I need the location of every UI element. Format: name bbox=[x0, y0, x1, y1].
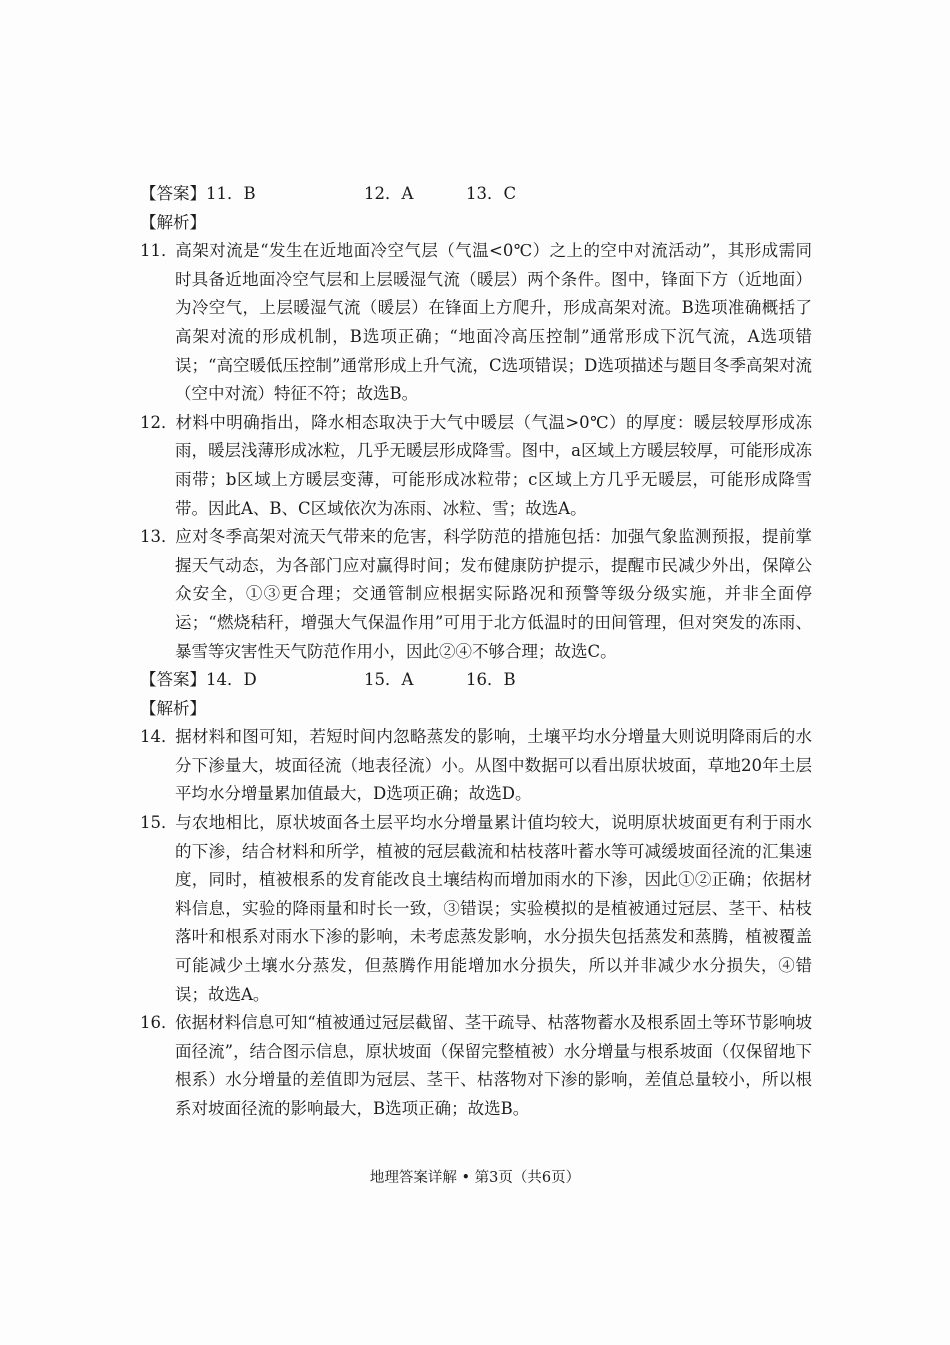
explanation-text: 应对冬季高架对流天气带来的危害，科学防范的措施包括：加强气象监测预报，提前掌握天气动态，为各部门应对赢得时间；发布健康防护提示，提醒市民减少外出，保障公众安全，①③更合理；交通管制应根据实际路况和预警等级分级实施，并非全面停运；“燃烧秸秆，增强大气保温作用”可用于北方低温时的田间管理，但对突发的冻雨、暴雪等灾害性天气防范作用小，因此②④不够合理；故选C。 bbox=[175, 527, 812, 661]
answer-item-16: 16．B bbox=[466, 670, 516, 690]
question-number: 16． bbox=[140, 1013, 178, 1033]
explanation-16 bbox=[140, 1009, 812, 1123]
page-footer: 地理答案详解 • 第3页（共6页） bbox=[369, 1170, 581, 1186]
answer-item-13: 13．C bbox=[466, 184, 517, 203]
explanation-text: 据材料和图可知，若短时间内忽略蒸发的影响，土壤平均水分增量大则说明降雨后的水分下渗量大，坡面径流（地表径流）小。从图中数据可以看出原状坡面，草地20年土层平均水分增量累加值最大，D选项正确；故选D。 bbox=[175, 727, 812, 804]
explanation-text: 材料中明确指出，降水相态取决于大气中暖层（气温>0℃）的厚度：暖层较厚形成冻雨，暖层浅薄形成冰粒，几乎无暖层形成降雪。图中，a区域上方暖层较厚，可能形成冻雨带；b区域上方暖层变薄，可能形成冰粒带；c区域上方几乎无暖层，可能形成降雪带。因此A、B、C区域依次为冻雨、冰粒、雪；故选A。 bbox=[175, 412, 812, 518]
answer-item-12: 12．A bbox=[364, 184, 414, 203]
answer-item-14: 14．D bbox=[206, 670, 257, 690]
answer-item-11: 11．B bbox=[206, 184, 256, 203]
explanation-12 bbox=[140, 409, 812, 523]
explanation-13 bbox=[140, 523, 812, 666]
explanation-15 bbox=[140, 809, 812, 1009]
analysis-heading: 【解析】 bbox=[140, 698, 206, 718]
question-number: 15． bbox=[140, 813, 178, 833]
explanation-11 bbox=[140, 237, 812, 409]
question-number: 11． bbox=[140, 241, 178, 261]
explanation-text: 高架对流是“发生在近地面冷空气层（气温<0℃）之上的空中对流活动”，其形成需同时具备近地面冷空气层和上层暖湿气流（暖层）两个条件。图中，锋面下方（近地面）为冷空气，上层暖湿气流（暖层）在锋面上方爬升，形成高架对流。B选项准确概括了高架对流的形成机制，B选项正确；“地面冷高压控制”通常形成下沉气流，A选项错误；“高空暖低压控制”通常形成上升气流，C选项错误；D选项描述与题目冬季高架对流（空中对流）特征不符；故选B。 bbox=[175, 241, 812, 404]
explanation-text: 依据材料信息可知“植被通过冠层截留、茎干疏导、枯落物蓄水及根系固土等环节影响坡面径流”，结合图示信息，原状坡面（保留完整植被）水分增量与根系坡面（仅保留地下根系）水分增量的差值即为冠层、茎干、枯落物对下渗的影响，差值总量较小，所以根系对坡面径流的影响最大，B选项正确；故选B。 bbox=[175, 1013, 812, 1118]
analysis-heading: 【解析】 bbox=[140, 212, 206, 232]
answer-line-14-16 bbox=[140, 666, 812, 695]
question-number: 14． bbox=[140, 727, 178, 747]
answer-label: 【答案】 bbox=[140, 670, 206, 690]
explanation-14 bbox=[140, 723, 812, 809]
question-number: 13． bbox=[140, 527, 178, 547]
answer-item-15: 15．A bbox=[364, 670, 414, 690]
answer-explanation-content bbox=[140, 180, 812, 1124]
answer-line-11-13 bbox=[140, 180, 812, 209]
answer-label: 【答案】 bbox=[140, 184, 206, 203]
explanation-text: 与农地相比，原状坡面各土层平均水分增量累计值均较大，说明原状坡面更有利于雨水的下渗，结合材料和所学，植被的冠层截流和枯枝落叶蓄水等可减缓坡面径流的汇集速度，同时，植被根系的发育能改良土壤结构而增加雨水的下渗，因此①②正确；依据材料信息，实验的降雨量和时长一致，③错误；实验模拟的是植被通过冠层、茎干、枯枝落叶和根系对雨水下渗的影响，未考虑蒸发影响，水分损失包括蒸发和蒸腾，植被覆盖可能减少土壤水分蒸发，但蒸腾作用能增加水分损失，所以并非减少水分损失，④错误；故选A。 bbox=[175, 813, 812, 1004]
question-number: 12． bbox=[140, 412, 178, 432]
